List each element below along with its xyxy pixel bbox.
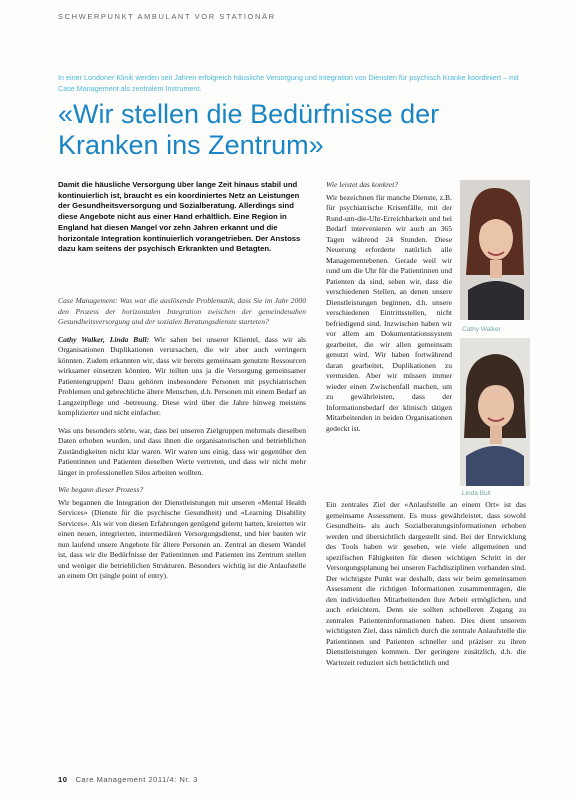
portrait-photo-cathy-walker	[460, 180, 530, 320]
answer-3: Wir begannen die Integration der Dienstleistungen mit unseren «Mental Health Services» (Dienste für die psychische Gesundheit) und «Learning Disability Services». Als wir von diesen Erfahrungen genügend gelernt hatten, kreierten wir einen neuen, integrierten, intermediären Versorgungsdienst, und hier bauten wir nun laufend unsere Angebote für ältere Personen an. Zentral an diesem Wandel ist, dass wir die Bedürfnisse der Patientinnen und Patienten ins Zentrum stellen und weniger die betrieblichen Strukturen. Besonders wichtig ist die Anlaufstelle an einem Ort (single point of entry).	[58, 497, 306, 580]
abstract: Damit die häusliche Versorgung über lange Zeit hinaus stabil und kontinuierlich ist, braucht es ein koordiniertes Netz an Leistungen der Gesundheitsversorgung und Sozialberatung. Allerdings sind diese Angebote nicht aus einer Hand erhältlich. Eine Region in England hat diesen Mangel vor zehn Jahren erkannt und die horizontale Integration kontinuierlich vorangetrieben. Der Anstoss dazu kam seitens der psychisch Erkrankten und Betagten.	[58, 180, 301, 254]
page-number: 10	[58, 775, 68, 784]
caption-linda-bull: Linda Bull	[462, 490, 491, 497]
caption-cathy-walker: Cathy Walker	[462, 326, 501, 333]
question-1: Case Management: Was war die auslösende Problematik, dass Sie im Jahr 2000 den Prozess der horizontalen Integration zwischen der gemeindenahen Gesundheitsversorgung und der sozialen Beratungsdienste starteten?	[58, 296, 306, 326]
answer-5: Ein zentrales Ziel der «Anlaufstelle an einem Ort» ist das gemeinsame Assessment. Es muss gewährleistet, dass sowohl Gesundheits- als auch Sozialberatungsinformationen erhoben werden und übersichtlich dargestellt sind. Bei der Entwicklung des Tools haben wir gesehen, wie viele allgemeinen und spezifischen Fähigkeiten für diesen wichtigen Schritt in der Versorgungsplanung bei unseren Fachdisziplinen vorhanden sind. Der wichtigste Punkt war deshalb, dass wir beim gemeinsamen Assessment die richtigen Informationen zusammentragen, die den individuellen Mitarbeitenden ihre Arbeit ermöglichen, und auch erleichtern. Denn sie sollten schnelleren Zugang zu zentralen Patienteninformationen haben. Dies dient unserem wichtigsten Ziel, dass nämlich durch die zentrale Anlaufstelle die Patientinnen und Patienten schneller und präziser zu ihren Dienstleistungen kommen. Der geringere zusätzlich, d.h. die Wartezeit reduziert sich beträchtlich und	[326, 500, 526, 667]
portrait-photo-linda-bull	[460, 338, 530, 486]
footer	[58, 775, 198, 784]
answer-2: Was uns besonders störte, war, dass bei unseren Zielgruppen mehrmals dieselben Daten erhoben wurden, und dass ihnen die organisatorischen und betrieblichen Zuständigkeiten nicht klar waren. Wir waren uns einig, dass wir gegenüber den Patientinnen und Patienten dieselben Werte vertreten, und dass wir nicht mehr länger in professionellen Silos arbeiten wollten.	[58, 425, 306, 477]
column-left	[58, 296, 306, 589]
question-2: Wie begann dieser Prozess?	[58, 485, 144, 494]
answer-1-text: Wir sahen bei unserer Klientel, dass wir als Organisationen Duplikationen verursachen, die wir aber auch verringern könnten. Zudem erkannten wir, dass wir bereits gemeinsam genutzte Ressourcen wirksamer einsetzen könnten. Wir teilten uns ja die Versorgung gemeinsamer Patientengruppen! Dazu gehören insbesondere Personen mit psychiatrischen Problemen und gebrechliche ältere Menschen, d.h. Personen mit einem Bedarf an Langzeitpflege und -betreuung. Diese wird über die Jahre hinweg meistens komplizierter und nicht einfacher.	[58, 334, 307, 417]
column-right-bottom	[326, 500, 526, 675]
question-3: Wie leistet das konkret?	[326, 180, 399, 189]
column-right-top	[326, 180, 452, 441]
issue-info: Care Management 2011/4: Nr. 3	[75, 775, 198, 784]
section-label: SCHWERPUNKT AMBULANT VOR STATIONÄR	[58, 12, 276, 21]
lead-text: In einer Londoner Klinik werden seit Jahren erfolgreich häusliche Versorgung und Integration von Diensten für psychisch Kranke koordiniert – mit Case Management als zentralem Instrument.	[58, 73, 519, 93]
speaker-names: Cathy Walker, Linda Bull:	[58, 334, 150, 344]
headline: «Wir stellen die Bedürfnisse der Kranken ins Zentrum»	[58, 99, 440, 160]
answer-1	[58, 335, 306, 419]
answer-4: Wir bezeichnen für manche Dienste, z.B. für psychiatrische Krisenfälle, mit der Rund-um-die-Uhr-Erreichbarkeit und bei Bedarf intervenieren wir auch an 365 Tagen während 24 Stunden. Diese Neuerung erforderte natürlich alle Managementebenen. Gerade weil wir rund um die Uhr für die Patientinnen und Patienten da sind, sehen wir, dass die verschiedenen Stellen, an denen unsere Dienstleistungen beginnen, d.h. unsere verschiedenen Eintrittsstellen, nicht befriedigend sind. Inzwischen haben wir vor allem am Dokumentationssystem gearbeitet, die wir allen gemeinsam genutzt wird. Wir haben fortwährend daran gearbeitet, Duplikationen zu vermeiden. Aber wir müssen immer wieder einen Zwischenfall machen, um zu gewährleisten, dass der Informationsbedarf der klinisch tätigen Mitarbeitenden in beiden Organisationen gedeckt ist.	[326, 192, 452, 433]
